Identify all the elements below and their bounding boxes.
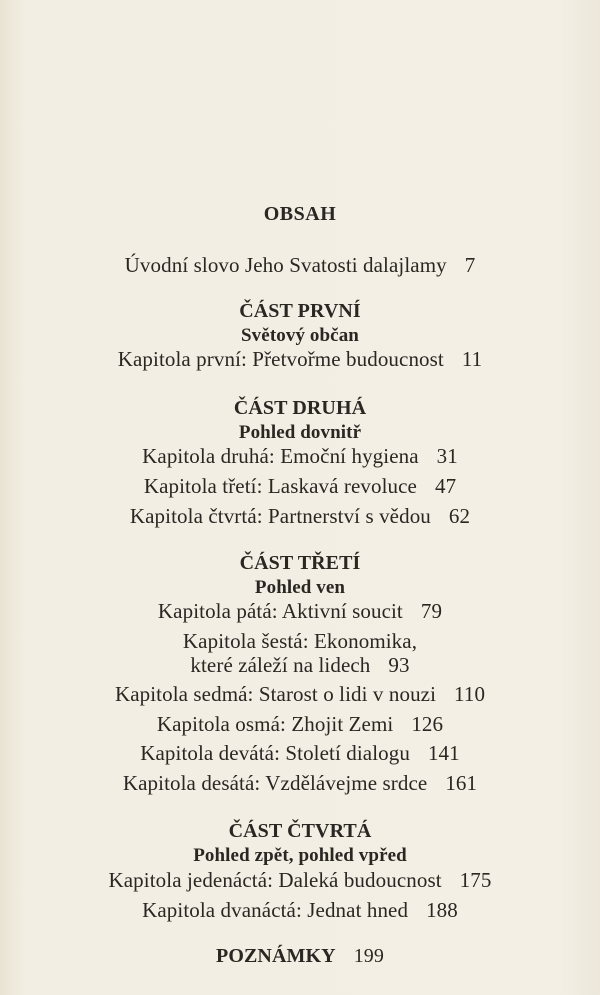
entry-page: 110	[454, 682, 486, 706]
entry-label: Kapitola čtvrtá: Partnerství s vědou	[129, 504, 431, 528]
toc-entry	[0, 867, 600, 893]
toc-title: OBSAH	[263, 203, 337, 225]
entry-page: 141	[427, 741, 460, 765]
entry-label: které záleží na lidech	[190, 653, 371, 677]
toc-entry	[0, 473, 600, 499]
part-heading: ČÁST DRUHÁ	[233, 397, 367, 419]
part-heading: ČÁST ČTVRTÁ	[228, 820, 372, 842]
entry-label: Kapitola dvanáctá: Jednat hned	[142, 898, 409, 922]
toc-entry	[0, 598, 600, 624]
entry-label: Kapitola jedenáctá: Daleká budoucnost	[108, 868, 442, 892]
toc-entry	[0, 503, 600, 529]
entry-page: 126	[411, 712, 444, 736]
entry-page: 7	[464, 253, 476, 277]
toc-entry	[0, 897, 600, 923]
toc-entry	[0, 443, 600, 469]
entry-page: 62	[448, 504, 471, 528]
entry-page: 31	[436, 444, 458, 468]
part-subtitle: Pohled ven	[254, 577, 346, 598]
entry-label: Kapitola sedmá: Starost o lidi v nouzi	[114, 682, 437, 706]
entry-label: Kapitola desátá: Vzdělávejme srdce	[122, 771, 428, 795]
entry-page: 11	[461, 347, 483, 371]
entry-label: Kapitola první: Přetvořme budoucnost	[117, 347, 444, 371]
toc-entry	[0, 346, 600, 372]
entry-page: 161	[445, 771, 478, 795]
toc-entry-line1	[0, 628, 600, 654]
part-subtitle: Pohled zpět, pohled vpřed	[193, 845, 407, 866]
part-subtitle: Pohled dovnitř	[238, 422, 362, 443]
entry-label: Kapitola šestá: Ekonomika,	[182, 629, 418, 653]
toc-entry	[0, 770, 600, 796]
toc-entry-line2	[0, 652, 600, 678]
part-heading: ČÁST TŘETÍ	[239, 552, 361, 574]
entry-label: Kapitola pátá: Aktivní soucit	[157, 599, 403, 623]
entry-label: Kapitola třetí: Laskavá revoluce	[143, 474, 417, 498]
entry-page: 199	[353, 945, 384, 967]
toc-entry-intro	[0, 252, 600, 278]
entry-page: 188	[426, 898, 458, 922]
entry-label: Kapitola druhá: Emoční hygiena	[142, 444, 419, 468]
part-subtitle: Světový občan	[241, 325, 359, 346]
toc-entry-notes	[0, 943, 600, 969]
entry-page: 93	[388, 653, 410, 677]
part-heading: ČÁST PRVNÍ	[239, 300, 361, 322]
toc-entry	[0, 711, 600, 737]
entry-label: Úvodní slovo Jeho Svatosti dalajlamy	[124, 253, 447, 277]
entry-label: Kapitola devátá: Století dialogu	[140, 741, 410, 765]
entry-label: POZNÁMKY	[216, 945, 336, 967]
entry-page: 175	[459, 868, 492, 892]
entry-label: Kapitola osmá: Zhojit Zemi	[156, 712, 394, 736]
entry-page: 79	[420, 599, 443, 623]
toc-entry	[0, 681, 600, 707]
toc-entry	[0, 740, 600, 766]
entry-page: 47	[434, 474, 457, 498]
